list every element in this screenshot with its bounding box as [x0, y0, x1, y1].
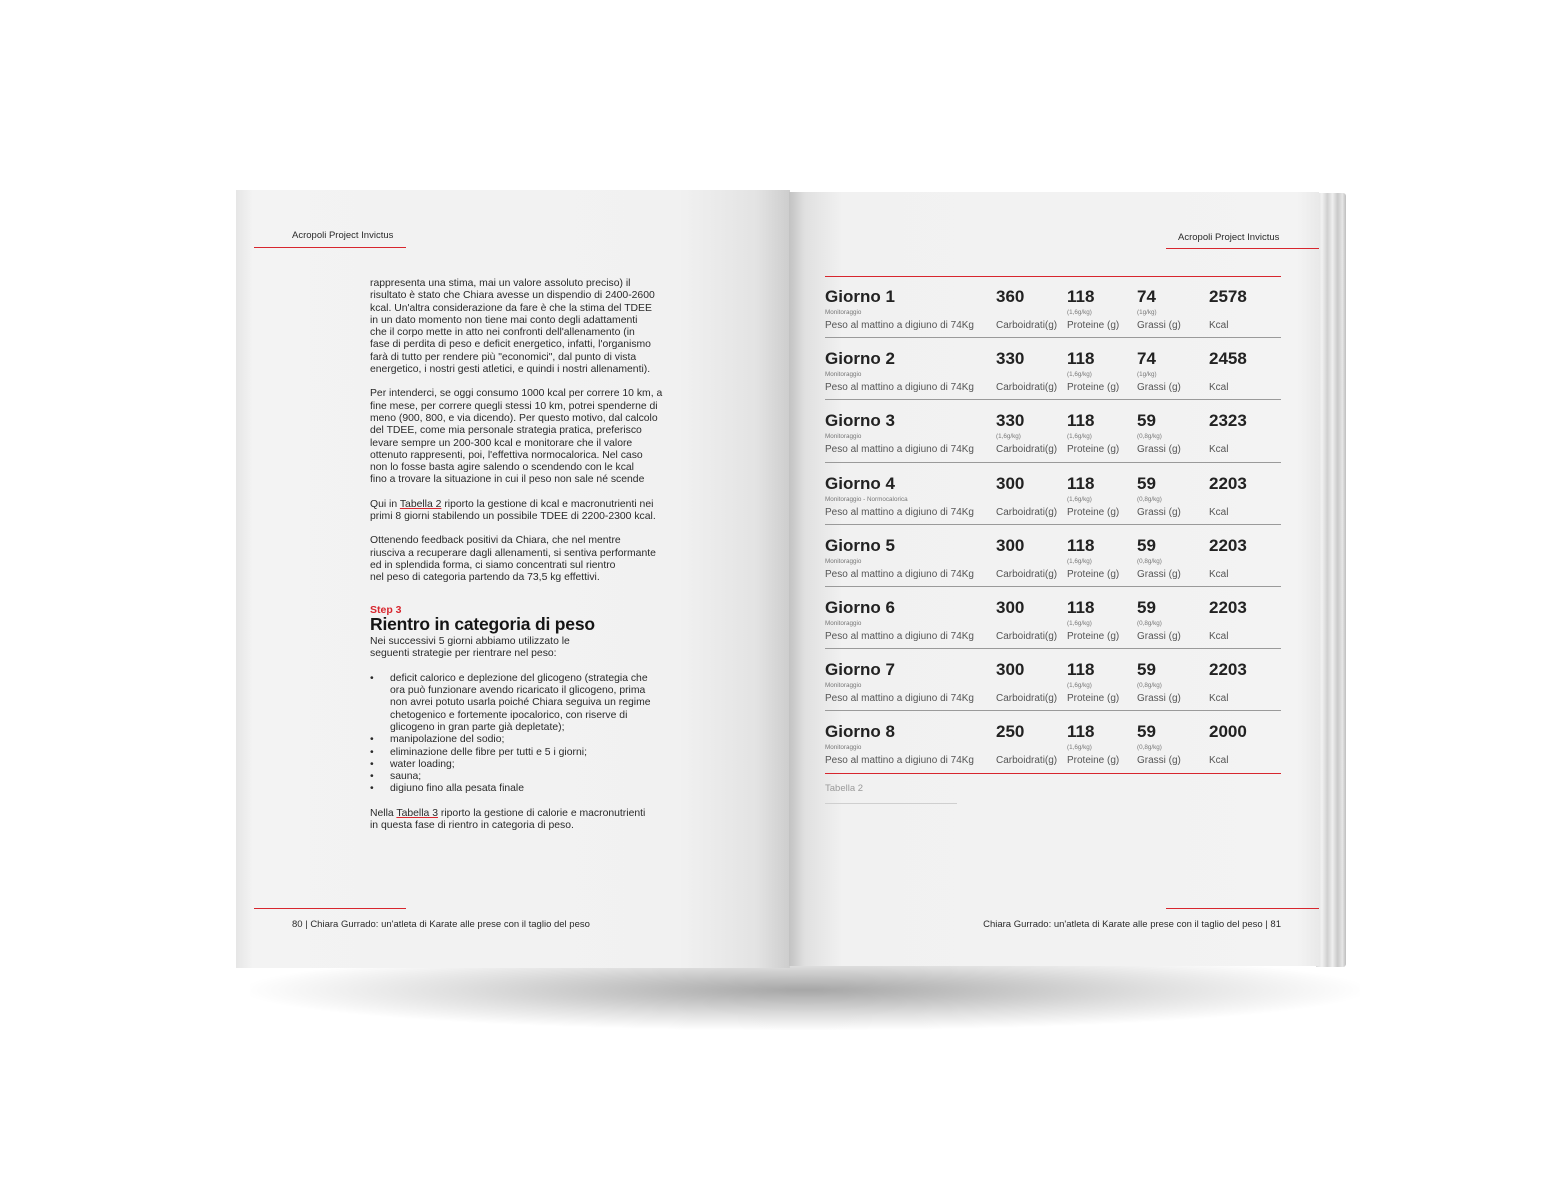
row-description: Peso al mattino a digiuno di 74Kg: [825, 444, 974, 456]
protein-label: Proteine (g): [1067, 444, 1120, 456]
left-header-rule: [254, 247, 406, 248]
protein-value: 118: [1067, 535, 1095, 555]
fat-value: 74: [1137, 287, 1156, 306]
protein-note: (1,6g/kg): [1067, 433, 1092, 441]
fat-note: (0,8g/kg): [1137, 557, 1162, 565]
protein-value: 118: [1067, 411, 1095, 431]
day-label: Giorno 3: [825, 411, 895, 431]
protein-label: Proteine (g): [1067, 382, 1120, 394]
row-subtitle: Monitoraggio: [825, 309, 862, 316]
carbs-value: 330: [996, 349, 1025, 369]
fat-note: (1g/kg): [1137, 309, 1157, 316]
carbs-label: Carboidrati(g): [996, 755, 1058, 767]
list-item: • digiuno fino alla pesata finale: [370, 783, 670, 795]
protein-value: 118: [1067, 473, 1095, 493]
carbs-label: Carboidrati(g): [996, 506, 1058, 518]
right-header: Acropoli Project Invictus: [1178, 232, 1280, 243]
kcal-label: Kcal: [1209, 630, 1229, 642]
paragraph-tabella-3: Nella Tabella 3 riporto la gestione di calorie e macronutrienti in questa fase di rientro in categoria di peso.: [370, 807, 646, 831]
caption-rule: [825, 803, 957, 804]
table-row: [825, 338, 1281, 400]
row-subtitle: Monitoraggio: [825, 433, 862, 441]
protein-note: (1,6g/kg): [1067, 744, 1092, 752]
carbs-value: 330: [996, 411, 1025, 431]
macro-table: [825, 276, 1281, 774]
protein-note: (1,6g/kg): [1067, 371, 1092, 379]
day-label: Giorno 2: [825, 349, 895, 369]
step-label: Step 3: [370, 603, 402, 616]
protein-note: (1,6g/kg): [1067, 619, 1092, 627]
carbs-value: 300: [996, 597, 1025, 617]
fat-note: (0,8g/kg): [1137, 433, 1162, 441]
protein-label: Proteine (g): [1067, 630, 1120, 642]
protein-label: Proteine (g): [1067, 693, 1120, 705]
carbs-value: 250: [996, 722, 1025, 742]
row-description: Peso al mattino a digiuno di 74Kg: [825, 630, 974, 642]
row-description: Peso al mattino a digiuno di 74Kg: [825, 755, 974, 767]
tabella-3-link[interactable]: Tabella 3: [396, 807, 438, 819]
page-stack-edge: [1316, 193, 1346, 967]
fat-note: (0,8g/kg): [1137, 744, 1162, 752]
day-label: Giorno 8: [825, 722, 895, 742]
row-description: Peso al mattino a digiuno di 74Kg: [825, 382, 974, 394]
right-footer-rule: [1166, 908, 1319, 909]
protein-note: (1,6g/kg): [1067, 495, 1092, 503]
fat-note: (0,8g/kg): [1137, 682, 1162, 690]
fat-label: Grassi (g): [1137, 693, 1181, 705]
carbs-label: Carboidrati(g): [996, 693, 1058, 705]
carbs-label: Carboidrati(g): [996, 444, 1058, 456]
table-row: [825, 400, 1281, 462]
strategy-list: [370, 673, 670, 796]
kcal-value: 2203: [1209, 535, 1247, 555]
carbs-value: 360: [996, 287, 1025, 306]
protein-value: 118: [1067, 660, 1095, 680]
protein-value: 118: [1067, 287, 1095, 306]
fat-label: Grassi (g): [1137, 568, 1181, 580]
kcal-label: Kcal: [1209, 755, 1229, 767]
paragraph-tabella-2: Qui in Tabella 2 riporto la gestione di kcal e macronutrienti nei primi 8 giorni stabilendo un possibile TDEE di 2200-2300 kcal.: [370, 498, 656, 523]
list-item: • eliminazione delle fibre per tutti e 5 i giorni;: [370, 747, 670, 759]
kcal-value: 2323: [1209, 411, 1247, 431]
fat-label: Grassi (g): [1137, 444, 1181, 456]
left-body: [370, 278, 670, 832]
row-subtitle: Monitoraggio: [825, 557, 862, 565]
kcal-value: 2203: [1209, 597, 1247, 617]
kcal-value: 2458: [1209, 349, 1247, 369]
paragraph-tdee: rappresenta una stima, mai un valore assoluto preciso) il risultato è stato che Chiara avesse un dispendio di 2400-2600 kcal. Un'altra considerazione da fare è che la stima del TDEE in un dato momento non tiene mai conto degli adattamenti che il corpo mette in atto nei confronti dell'allenamento (in fase di perdita di peso e deficit energetico, infatti, l'organismo farà di tutto per rendere più "economici", dal punto di vista energetico, i nostri gesti atletici, e quindi i nostri allenamenti).: [370, 278, 655, 376]
day-label: Giorno 6: [825, 597, 895, 617]
protein-note: (1,6g/kg): [1067, 557, 1092, 565]
right-header-rule: [1166, 248, 1319, 249]
paragraph-example: Per intenderci, se oggi consumo 1000 kcal per correre 10 km, a fine mese, per correre quegli stessi 10 km, potrei spenderne di meno (900, 800, e via dicendo). Per questo motivo, dal calcolo del TDEE, come mia personale strategia pratica, preferisco levare sempre un 200-300 kcal e monitorare che il valore ottenuto rappresenti, poi, l'effettiva normocalorica. Nel caso non lo fosse basta agire salendo o scendendo con le kcal fino a trovare la situazione in cui il peso non sale né scende: [370, 388, 663, 486]
carbs-label: Carboidrati(g): [996, 382, 1058, 394]
day-label: Giorno 5: [825, 535, 895, 555]
row-description: Peso al mattino a digiuno di 74Kg: [825, 320, 974, 331]
left-footer: 80 | Chiara Gurrado: un'atleta di Karate alle prese con il taglio del peso: [292, 919, 590, 930]
row-subtitle: Monitoraggio - Normocalorica: [825, 495, 908, 503]
table-row: [825, 276, 1281, 338]
kcal-label: Kcal: [1209, 444, 1229, 456]
protein-label: Proteine (g): [1067, 320, 1120, 331]
protein-value: 118: [1067, 722, 1095, 742]
table-row: [825, 649, 1281, 711]
protein-label: Proteine (g): [1067, 506, 1120, 518]
left-header: Acropoli Project Invictus: [292, 230, 394, 241]
kcal-value: 2578: [1209, 287, 1247, 306]
kcal-label: Kcal: [1209, 382, 1229, 394]
fat-note: (0,8g/kg): [1137, 495, 1162, 503]
tabella-2-link[interactable]: Tabella 2: [399, 498, 442, 510]
fat-value: 59: [1137, 411, 1156, 431]
fat-value: 59: [1137, 722, 1156, 742]
list-item: • sauna;: [370, 771, 670, 783]
kcal-label: Kcal: [1209, 506, 1229, 518]
day-label: Giorno 7: [825, 660, 895, 680]
fat-label: Grassi (g): [1137, 630, 1181, 642]
protein-note: (1,6g/kg): [1067, 682, 1092, 690]
protein-value: 118: [1067, 349, 1095, 369]
table-row: [825, 463, 1281, 525]
left-footer-rule: [254, 908, 406, 909]
list-item: • water loading;: [370, 759, 670, 771]
paragraph-intro: Nei successivi 5 giorni abbiamo utilizzato le seguenti strategie per rientrare nel peso:: [370, 636, 570, 660]
fat-note: (1g/kg): [1137, 371, 1157, 379]
fat-label: Grassi (g): [1137, 755, 1181, 767]
carbs-note: (1,6g/kg): [996, 433, 1021, 441]
list-item: • deficit calorico e deplezione del glicogeno (strategia che ora può funzionare avendo ricaricato il glicogeno, prima non avrei potuto usarla poiché Chiara seguiva un regime chetogenico e fortemente ipocalorico, con riserve di glicogeno in gran parte già depletate);: [370, 673, 670, 734]
fat-value: 59: [1137, 660, 1156, 680]
fat-value: 59: [1137, 535, 1156, 555]
protein-value: 118: [1067, 597, 1095, 617]
row-description: Peso al mattino a digiuno di 74Kg: [825, 506, 974, 518]
kcal-label: Kcal: [1209, 320, 1229, 331]
row-subtitle: Monitoraggio: [825, 619, 862, 627]
right-footer: Chiara Gurrado: un'atleta di Karate alle prese con il taglio del peso | 81: [983, 919, 1281, 930]
paragraph-feedback: Ottenendo feedback positivi da Chiara, che nel mentre riusciva a recuperare dagli allenamenti, si sentiva performante ed in splendida forma, ci siamo concentrati sul rientro nel peso di categoria partendo da 73,5 kg effettivi.: [370, 535, 656, 584]
day-label: Giorno 4: [825, 473, 895, 493]
carbs-label: Carboidrati(g): [996, 630, 1058, 642]
carbs-value: 300: [996, 535, 1025, 555]
kcal-value: 2000: [1209, 722, 1247, 742]
fat-value: 59: [1137, 597, 1156, 617]
section-title: Rientro in categoria di peso: [370, 613, 595, 634]
list-item: • manipolazione del sodio;: [370, 734, 670, 746]
fat-label: Grassi (g): [1137, 382, 1181, 394]
row-subtitle: Monitoraggio: [825, 682, 862, 690]
fat-label: Grassi (g): [1137, 506, 1181, 518]
row-description: Peso al mattino a digiuno di 74Kg: [825, 568, 974, 580]
fat-value: 74: [1137, 349, 1156, 369]
table-caption: Tabella 2: [825, 783, 864, 794]
fat-label: Grassi (g): [1137, 320, 1181, 331]
fat-note: (0,8g/kg): [1137, 619, 1162, 627]
kcal-value: 2203: [1209, 660, 1247, 680]
row-subtitle: Monitoraggio: [825, 371, 862, 379]
protein-label: Proteine (g): [1067, 755, 1120, 767]
fat-value: 59: [1137, 473, 1156, 493]
table-row: [825, 711, 1281, 773]
kcal-value: 2203: [1209, 473, 1247, 493]
row-description: Peso al mattino a digiuno di 74Kg: [825, 693, 974, 705]
protein-note: (1,6g/kg): [1067, 309, 1092, 316]
left-page: [236, 190, 790, 968]
carbs-label: Carboidrati(g): [996, 568, 1058, 580]
kcal-label: Kcal: [1209, 568, 1229, 580]
table-row: [825, 587, 1281, 649]
right-page: [789, 192, 1319, 966]
carbs-value: 300: [996, 660, 1025, 680]
row-subtitle: Monitoraggio: [825, 744, 862, 752]
protein-label: Proteine (g): [1067, 568, 1120, 580]
day-label: Giorno 1: [825, 287, 895, 306]
kcal-label: Kcal: [1209, 693, 1229, 705]
carbs-label: Carboidrati(g): [996, 320, 1058, 331]
table-row: [825, 525, 1281, 587]
carbs-value: 300: [996, 473, 1025, 493]
